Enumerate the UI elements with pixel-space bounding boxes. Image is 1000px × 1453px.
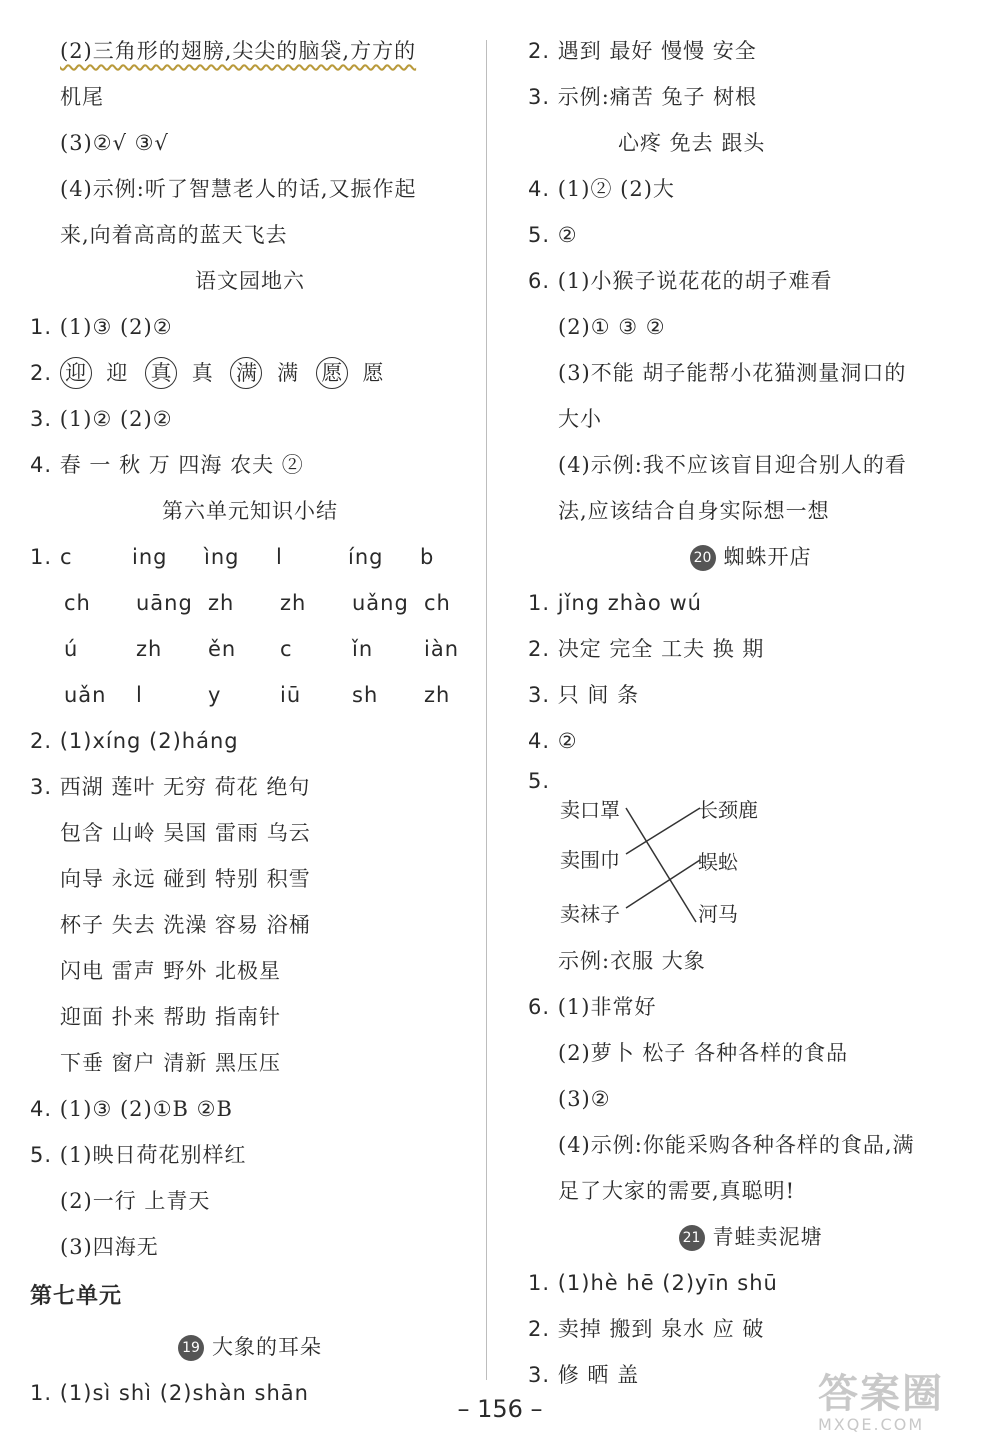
pinyin: uǎng — [352, 591, 409, 615]
pinyin: ǐn — [352, 637, 374, 661]
lesson-number-badge: 20 — [690, 545, 716, 571]
question-number: 3. — [528, 683, 551, 707]
question-2 — [30, 718, 470, 764]
question-2 — [30, 350, 470, 396]
pinyin: iū — [280, 683, 302, 707]
pinyin: ing — [132, 545, 168, 569]
answer-text: ② — [557, 223, 578, 247]
pinyin: uāng — [136, 591, 193, 615]
question-number: 2. — [528, 39, 551, 63]
word-row: 下垂 窗户 清新 黑压压 — [60, 1051, 282, 1075]
question-6 — [528, 258, 973, 304]
pinyin: l — [136, 683, 143, 707]
answer-line: 机尾 — [60, 85, 104, 109]
circled-character: 真 — [145, 357, 177, 389]
match-right-item: 长颈鹿 — [698, 798, 758, 822]
pinyin: y — [208, 683, 222, 707]
question-number: 6. — [528, 269, 551, 293]
match-line — [626, 808, 696, 922]
pinyin: iàn — [424, 637, 460, 661]
answer-text: 决定 完全 工夫 换 期 — [557, 637, 765, 661]
answer-line: 大小 — [558, 407, 602, 431]
right-column — [528, 28, 973, 1398]
watermark-url: MXQE.COM — [818, 1415, 925, 1434]
match-left-item: 卖围巾 — [560, 848, 620, 872]
pinyin: zh — [136, 637, 163, 661]
pinyin-row — [30, 580, 470, 626]
answer-line: (2)① ③ ② — [558, 315, 666, 339]
answer-text: (1)映日荷花别样红 — [59, 1143, 247, 1167]
question-number: 1. — [30, 1381, 53, 1405]
answer-text: ② — [557, 729, 578, 753]
lesson-title-text: 蜘蛛开店 — [723, 545, 812, 569]
pinyin: ěn — [208, 637, 237, 661]
match-left-item: 卖口罩 — [560, 798, 620, 822]
answer-line: (2)萝卜 松子 各种各样的食品 — [558, 1041, 849, 1065]
section-title: 语文园地六 — [195, 269, 305, 293]
question-number: 5. — [528, 769, 551, 793]
unit-heading: 第七单元 — [30, 1284, 123, 1309]
pinyin: l — [276, 545, 283, 569]
answer-text: 示例:痛苦 兔子 树根 — [557, 85, 758, 109]
pinyin: ú — [64, 637, 79, 661]
lesson-number-badge: 19 — [178, 1335, 204, 1361]
question-2 — [528, 28, 973, 74]
match-right-item: 河马 — [698, 902, 738, 926]
question-2 — [528, 1306, 973, 1352]
question-6 — [528, 984, 973, 1030]
lesson-number-badge: 21 — [679, 1225, 705, 1251]
answer-line: (2)一行 上青天 — [60, 1189, 211, 1213]
answer-line: (3)四海无 — [60, 1235, 159, 1259]
answer-line: (4)示例:你能采购各种各样的食品,满 — [558, 1133, 915, 1157]
question-4 — [528, 166, 973, 212]
pinyin: c — [280, 637, 293, 661]
answer-character: 愿 — [362, 361, 385, 385]
answer-line: 足了大家的需要,真聪明! — [558, 1179, 796, 1203]
pinyin-row — [30, 672, 470, 718]
watermark — [818, 1362, 988, 1442]
lesson-title-text: 青蛙卖泥塘 — [712, 1225, 823, 1249]
question-number: 4. — [30, 453, 53, 477]
pinyin-row — [30, 534, 470, 580]
question-number: 4. — [528, 729, 551, 753]
answer-line: (3)②√ ③√ — [60, 131, 169, 155]
question-number: 1. — [30, 315, 53, 339]
answer-character: 满 — [277, 361, 300, 385]
question-4 — [30, 442, 470, 488]
question-4 — [30, 1086, 470, 1132]
question-number: 1. — [528, 1271, 551, 1295]
answer-character: 迎 — [106, 361, 129, 385]
watermark-logo-text: 答案圈 — [818, 1371, 944, 1417]
question-number: 1. — [528, 591, 551, 615]
question-3 — [528, 74, 973, 120]
section-title: 第六单元知识小结 — [162, 499, 338, 523]
answer-text: (2)三角形的翅膀,尖尖的脑袋,方方的 — [60, 39, 417, 63]
answer-text: (1)③ (2)①B ②B — [59, 1097, 233, 1121]
column-divider — [486, 40, 487, 1380]
word-row: 杯子 失去 洗澡 容易 浴桶 — [60, 913, 311, 937]
question-3 — [30, 396, 470, 442]
answer-text: 修 晒 盖 — [557, 1363, 640, 1387]
question-5 — [528, 764, 973, 798]
question-number: 2. — [30, 729, 53, 753]
answer-line: (4)示例:听了智慧老人的话,又振作起 — [60, 177, 417, 201]
question-2 — [528, 626, 973, 672]
question-5 — [528, 212, 973, 258]
word-row: 闪电 雷声 野外 北极星 — [60, 959, 282, 983]
question-number: 3. — [528, 85, 551, 109]
pinyin: uǎn — [64, 683, 107, 707]
question-number: 3. — [30, 407, 53, 431]
question-3 — [528, 672, 973, 718]
circled-character: 迎 — [60, 357, 92, 389]
answer-text: jǐng zhào wú — [557, 591, 702, 615]
answer-line: (4)示例:我不应该盲目迎合别人的看 — [558, 453, 907, 477]
answer-text: (1)② (2)② — [59, 407, 173, 431]
question-number: 1. — [30, 545, 53, 569]
pinyin: íng — [348, 545, 384, 569]
match-right-item: 蜈蚣 — [698, 850, 738, 874]
answer-text: 只 间 条 — [557, 683, 640, 707]
question-number: 2. — [30, 361, 53, 385]
question-1 — [528, 580, 973, 626]
question-3 — [30, 764, 470, 810]
question-5 — [30, 1132, 470, 1178]
word-row: 西湖 莲叶 无穷 荷花 绝句 — [59, 775, 311, 799]
pinyin: zh — [424, 683, 451, 707]
answer-text: (1)非常好 — [557, 995, 657, 1019]
question-number: 3. — [30, 775, 53, 799]
answer-line: 来,向着高高的蓝天飞去 — [60, 223, 288, 247]
answer-line: 法,应该结合自身实际想一想 — [558, 499, 830, 523]
answer-text: (1)小猴子说花花的胡子难看 — [557, 269, 833, 293]
page-number: – 156 – — [457, 1395, 543, 1423]
answer-line: (3)② — [558, 1087, 611, 1111]
answer-text: (1)③ (2)② — [59, 315, 173, 339]
pinyin: sh — [352, 683, 379, 707]
question-4 — [528, 718, 973, 764]
answer-character: 真 — [191, 361, 214, 385]
pinyin-row — [30, 626, 470, 672]
answer-text: (1)xíng (2)háng — [59, 729, 239, 753]
question-number: 6. — [528, 995, 551, 1019]
matching-exercise — [560, 798, 973, 938]
answer-text: 春 一 秋 万 四海 农夫 ② — [59, 453, 304, 477]
lesson-title — [528, 1214, 973, 1260]
word-row: 向导 永远 碰到 特别 积雪 — [60, 867, 311, 891]
answer-line: 示例:衣服 大象 — [558, 949, 706, 973]
word-row: 迎面 扑来 帮助 指南针 — [60, 1005, 282, 1029]
answer-line: 心疼 免去 跟头 — [618, 131, 766, 155]
question-1 — [30, 304, 470, 350]
answer-text: 卖掉 搬到 泉水 应 破 — [557, 1317, 765, 1341]
pinyin: zh — [208, 591, 235, 615]
lesson-title — [30, 1324, 470, 1370]
question-number: 2. — [528, 637, 551, 661]
lesson-title-text: 大象的耳朵 — [212, 1335, 322, 1359]
question-number: 4. — [528, 177, 551, 201]
word-row: 包含 山岭 吴国 雷雨 乌云 — [60, 821, 311, 845]
answer-text: 遇到 最好 慢慢 安全 — [557, 39, 757, 63]
question-1 — [528, 1260, 973, 1306]
question-number: 5. — [528, 223, 551, 247]
answer-line — [30, 28, 470, 74]
answer-line: (3)不能 胡子能帮小花猫测量洞口的 — [558, 361, 907, 385]
pinyin: ìng — [204, 545, 240, 569]
match-line — [626, 808, 700, 854]
match-left-item: 卖袜子 — [560, 902, 620, 926]
pinyin: ch — [64, 591, 91, 615]
answer-text: (1)sì shì (2)shàn shān — [59, 1381, 309, 1405]
circled-character: 满 — [230, 357, 262, 389]
left-column — [30, 28, 470, 1416]
lesson-title — [528, 534, 973, 580]
pinyin: ch — [424, 591, 451, 615]
question-number: 3. — [528, 1363, 551, 1387]
question-number: 4. — [30, 1097, 53, 1121]
answer-text: (1)② (2)大 — [557, 177, 675, 201]
pinyin: b — [420, 545, 435, 569]
question-number: 2. — [528, 1317, 551, 1341]
question-number: 5. — [30, 1143, 53, 1167]
pinyin: zh — [280, 591, 307, 615]
circled-character: 愿 — [316, 357, 348, 389]
answer-text: (1)hè hē (2)yīn shū — [557, 1271, 778, 1295]
pinyin: c — [60, 545, 73, 569]
